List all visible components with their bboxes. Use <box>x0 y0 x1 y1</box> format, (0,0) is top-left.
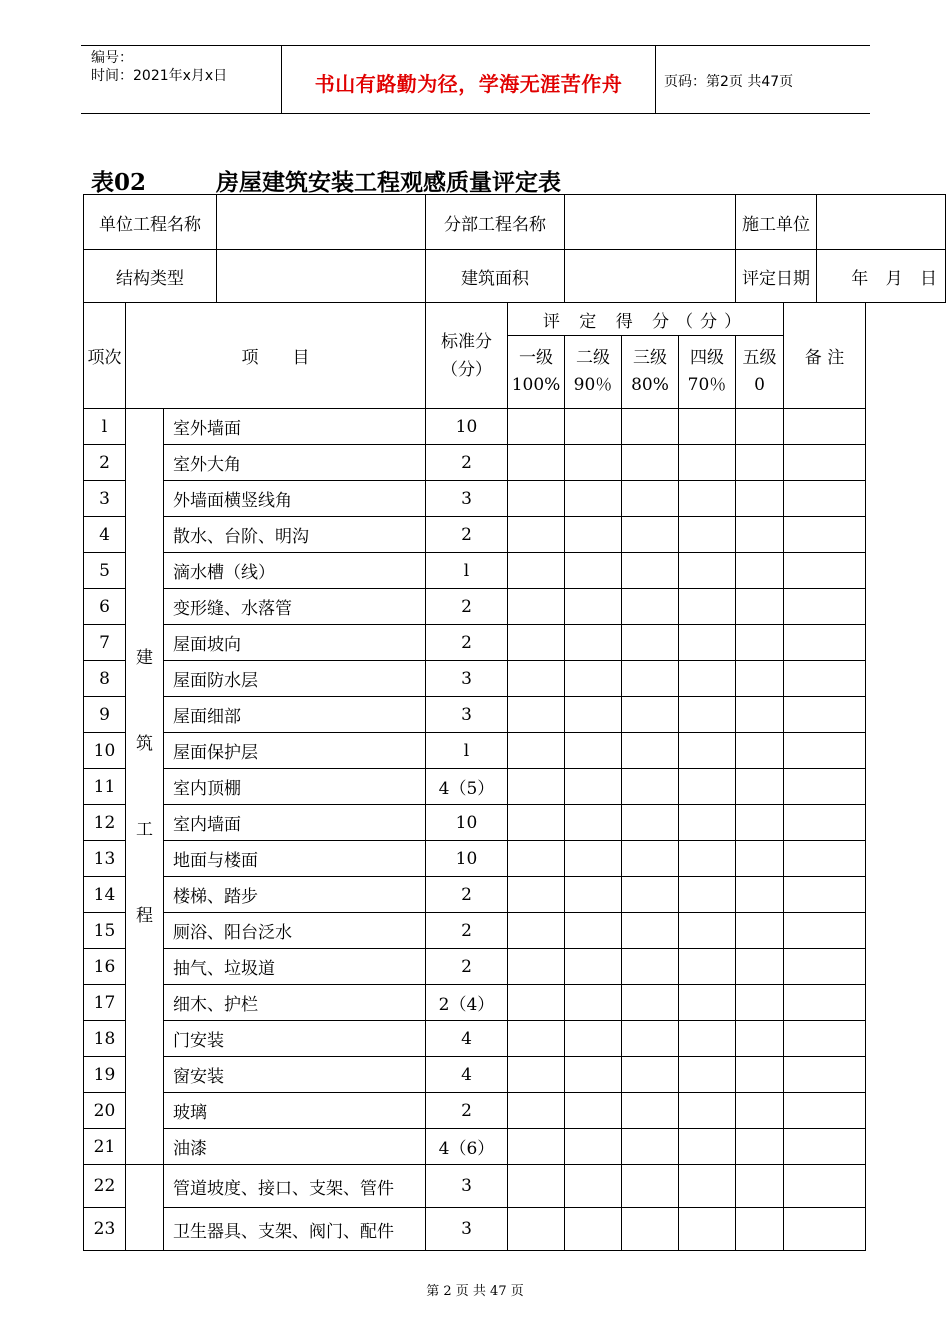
grade-header-3 <box>622 336 679 409</box>
grade-score-cell-1[interactable] <box>508 445 565 481</box>
grade-score-cell-4[interactable] <box>679 589 736 625</box>
remark-cell[interactable] <box>784 1208 866 1251</box>
grade-score-cell-1[interactable] <box>508 841 565 877</box>
grade-score-cell-5[interactable] <box>736 1208 784 1251</box>
table-row <box>84 985 946 1021</box>
grade-score-cell-2[interactable] <box>565 769 622 805</box>
row-number: 5 <box>84 553 126 589</box>
table-row <box>84 1021 946 1057</box>
grade-score-cell-3[interactable] <box>622 1021 679 1057</box>
grade-score-cell-5[interactable] <box>736 553 784 589</box>
grade-score-cell-5[interactable] <box>736 841 784 877</box>
item-name: 油漆 <box>164 1129 426 1165</box>
grade-score-cell-5[interactable] <box>736 409 784 445</box>
table-row <box>84 445 946 481</box>
item-name: 楼梯、踏步 <box>164 877 426 913</box>
item-name: 抽气、垃圾道 <box>164 949 426 985</box>
grade-score-cell-2[interactable] <box>565 913 622 949</box>
item-name: 室内顶棚 <box>164 769 426 805</box>
grade-score-cell-1[interactable] <box>508 1021 565 1057</box>
grade-score-cell-3[interactable] <box>622 409 679 445</box>
area-label: 建筑面积 <box>426 250 565 303</box>
table-row <box>84 1165 946 1208</box>
grade-score-cell-5[interactable] <box>736 1057 784 1093</box>
grade-score-cell-2[interactable] <box>565 877 622 913</box>
serial-label: 编号： <box>91 50 133 66</box>
grade-score-cell-4[interactable] <box>679 733 736 769</box>
item-name: 卫生器具、支架、阀门、配件 <box>164 1208 426 1251</box>
row-number: 15 <box>84 913 126 949</box>
grade-score-cell-1[interactable] <box>508 985 565 1021</box>
grade-score-cell-5[interactable] <box>736 913 784 949</box>
grade-score-cell-5[interactable] <box>736 877 784 913</box>
remark-cell[interactable] <box>784 733 866 769</box>
grade-score-cell-5[interactable] <box>736 805 784 841</box>
grade-score-cell-4[interactable] <box>679 877 736 913</box>
grade-score-cell-3[interactable] <box>622 877 679 913</box>
grade-score-cell-1[interactable] <box>508 589 565 625</box>
row-number: 6 <box>84 589 126 625</box>
evaluation-table <box>83 194 946 1251</box>
grade-percent: 70％ <box>687 375 727 395</box>
standard-score: 3 <box>426 1208 508 1251</box>
grade-score-cell-3[interactable] <box>622 625 679 661</box>
remark-cell[interactable] <box>784 841 866 877</box>
remark-cell[interactable] <box>784 877 866 913</box>
form-title: 房屋建筑安装工程观感质量评定表 <box>216 169 561 196</box>
grade-score-cell-2[interactable] <box>565 553 622 589</box>
table-row <box>84 553 946 589</box>
category-char: 筑 <box>136 733 153 754</box>
remark-cell[interactable] <box>784 1057 866 1093</box>
grade-score-cell-1[interactable] <box>508 517 565 553</box>
grade-name: 一级 <box>519 348 553 368</box>
category-char: 建 <box>136 647 153 668</box>
grade-score-cell-3[interactable] <box>622 481 679 517</box>
grade-score-cell-1[interactable] <box>508 409 565 445</box>
grade-score-cell-5[interactable] <box>736 589 784 625</box>
item-name: 细木、护栏 <box>164 985 426 1021</box>
row-number: 4 <box>84 517 126 553</box>
table-row <box>84 1093 946 1129</box>
table-row <box>84 733 946 769</box>
grade-score-cell-3[interactable] <box>622 661 679 697</box>
grade-score-cell-2[interactable] <box>565 1129 622 1165</box>
row-number: 14 <box>84 877 126 913</box>
grade-score-cell-1[interactable] <box>508 661 565 697</box>
grade-score-cell-5[interactable] <box>736 769 784 805</box>
grade-score-cell-1[interactable] <box>508 733 565 769</box>
row-number: 7 <box>84 625 126 661</box>
grade-score-cell-2[interactable] <box>565 625 622 661</box>
grade-score-cell-5[interactable] <box>736 517 784 553</box>
item-name: 厕浴、阳台泛水 <box>164 913 426 949</box>
grade-score-cell-2[interactable] <box>565 481 622 517</box>
table-row <box>84 661 946 697</box>
contractor-label: 施工单位 <box>736 195 817 250</box>
item-header: 项 目 <box>126 303 426 409</box>
grade-score-cell-3[interactable] <box>622 517 679 553</box>
table-row <box>84 1057 946 1093</box>
row-number: 12 <box>84 805 126 841</box>
date-value: 年 月 日 <box>817 250 946 303</box>
remark-cell[interactable] <box>784 985 866 1021</box>
grade-score-cell-2[interactable] <box>565 949 622 985</box>
header-meta-cell <box>81 46 282 113</box>
category-char: 程 <box>136 905 153 926</box>
remark-cell[interactable] <box>784 409 866 445</box>
date-label: 评定日期 <box>736 250 817 303</box>
grade-score-cell-2[interactable] <box>565 445 622 481</box>
grade-score-cell-3[interactable] <box>622 769 679 805</box>
standard-score: 4（6） <box>426 1129 508 1165</box>
category-building-works <box>126 409 164 1165</box>
table-row <box>84 769 946 805</box>
info-row-1 <box>84 195 946 250</box>
item-name: 屋面防水层 <box>164 661 426 697</box>
table-row <box>84 877 946 913</box>
grade-score-cell-5[interactable] <box>736 1021 784 1057</box>
standard-score: 2 <box>426 1093 508 1129</box>
row-number: 11 <box>84 769 126 805</box>
grade-score-cell-1[interactable] <box>508 1129 565 1165</box>
grade-name: 二级 <box>576 348 610 368</box>
grade-score-cell-3[interactable] <box>622 949 679 985</box>
grade-score-cell-3[interactable] <box>622 1057 679 1093</box>
seq-header: 项次 <box>84 303 126 409</box>
row-number: 16 <box>84 949 126 985</box>
grade-score-cell-3[interactable] <box>622 913 679 949</box>
document-header <box>81 45 870 114</box>
item-name: 管道坡度、接口、支架、管件 <box>164 1165 426 1208</box>
grade-score-cell-4[interactable] <box>679 409 736 445</box>
page-label: 页码：第2页 共47页 <box>664 74 794 90</box>
page-footer: 第 2 页 共 47 页 <box>426 1284 524 1299</box>
remark-cell[interactable] <box>784 445 866 481</box>
grade-score-cell-1[interactable] <box>508 805 565 841</box>
table-row <box>84 625 946 661</box>
grade-score-cell-4[interactable] <box>679 805 736 841</box>
row-number: 3 <box>84 481 126 517</box>
standard-score: 2 <box>426 913 508 949</box>
grade-score-cell-1[interactable] <box>508 697 565 733</box>
grade-score-cell-4[interactable] <box>679 697 736 733</box>
table-row <box>84 841 946 877</box>
item-name: 屋面保护层 <box>164 733 426 769</box>
grade-score-cell-1[interactable] <box>508 949 565 985</box>
standard-score: 2 <box>426 949 508 985</box>
grade-score-cell-4[interactable] <box>679 553 736 589</box>
grade-name: 五级 <box>742 348 777 368</box>
info-row-2 <box>84 250 946 303</box>
remark-cell[interactable] <box>784 661 866 697</box>
sub-project-label: 分部工程名称 <box>426 195 565 250</box>
row-number: 9 <box>84 697 126 733</box>
grade-score-cell-3[interactable] <box>622 1129 679 1165</box>
grade-score-cell-1[interactable] <box>508 1208 565 1251</box>
remark-cell[interactable] <box>784 1093 866 1129</box>
grade-score-cell-5[interactable] <box>736 949 784 985</box>
grade-header-1 <box>508 336 565 409</box>
sub-project-value <box>565 195 736 250</box>
standard-score: 2 <box>426 589 508 625</box>
grade-score-cell-1[interactable] <box>508 913 565 949</box>
grade-score-cell-2[interactable] <box>565 589 622 625</box>
remark-cell[interactable] <box>784 481 866 517</box>
grade-score-cell-4[interactable] <box>679 481 736 517</box>
remark-cell[interactable] <box>784 589 866 625</box>
grade-header-5 <box>736 336 784 409</box>
remark-cell[interactable] <box>784 697 866 733</box>
standard-score: 3 <box>426 661 508 697</box>
grade-score-cell-1[interactable] <box>508 1057 565 1093</box>
grade-score-cell-1[interactable] <box>508 1165 565 1208</box>
grade-score-cell-2[interactable] <box>565 985 622 1021</box>
row-number: 23 <box>84 1208 126 1251</box>
grade-score-cell-1[interactable] <box>508 1093 565 1129</box>
grade-score-cell-1[interactable] <box>508 877 565 913</box>
category-char: 工 <box>136 819 153 840</box>
item-name: 玻璃 <box>164 1093 426 1129</box>
item-name: 地面与楼面 <box>164 841 426 877</box>
row-number: 20 <box>84 1093 126 1129</box>
grade-score-cell-4[interactable] <box>679 1208 736 1251</box>
score-group-header: 评 定 得 分（分） <box>508 303 784 336</box>
grade-score-cell-4[interactable] <box>679 769 736 805</box>
grade-header-4 <box>679 336 736 409</box>
grade-percent: 90％ <box>573 375 613 395</box>
grade-score-cell-1[interactable] <box>508 625 565 661</box>
table-row <box>84 517 946 553</box>
grade-score-cell-5[interactable] <box>736 733 784 769</box>
remark-cell[interactable] <box>784 805 866 841</box>
grade-score-cell-3[interactable] <box>622 697 679 733</box>
table-row <box>84 589 946 625</box>
standard-score: 2 <box>426 445 508 481</box>
grade-score-cell-5[interactable] <box>736 1129 784 1165</box>
column-header-row-1 <box>84 303 946 336</box>
remark-cell[interactable] <box>784 517 866 553</box>
standard-score: l <box>426 733 508 769</box>
standard-score: 3 <box>426 1165 508 1208</box>
structure-label: 结构类型 <box>84 250 217 303</box>
row-number: 21 <box>84 1129 126 1165</box>
structure-value <box>217 250 426 303</box>
grade-score-cell-2[interactable] <box>565 1165 622 1208</box>
table-row <box>84 1129 946 1165</box>
grade-score-cell-4[interactable] <box>679 841 736 877</box>
item-name: 室内墙面 <box>164 805 426 841</box>
grade-score-cell-4[interactable] <box>679 949 736 985</box>
standard-score: 4（5） <box>426 769 508 805</box>
header-page-cell <box>656 46 870 113</box>
grade-score-cell-2[interactable] <box>565 409 622 445</box>
grade-score-cell-5[interactable] <box>736 661 784 697</box>
std-score-label: 标准分 <box>441 331 492 352</box>
grade-percent: 100% <box>511 375 561 395</box>
remark-header: 备 注 <box>784 303 866 409</box>
grade-score-cell-3[interactable] <box>622 805 679 841</box>
remark-cell[interactable] <box>784 913 866 949</box>
grade-name: 三级 <box>633 348 667 368</box>
table-row <box>84 805 946 841</box>
row-number: 19 <box>84 1057 126 1093</box>
grade-score-cell-3[interactable] <box>622 1093 679 1129</box>
standard-score: 2 <box>426 517 508 553</box>
row-number: 18 <box>84 1021 126 1057</box>
row-number: 10 <box>84 733 126 769</box>
grade-score-cell-5[interactable] <box>736 697 784 733</box>
grade-score-cell-2[interactable] <box>565 733 622 769</box>
row-number: 8 <box>84 661 126 697</box>
grade-percent: 0 <box>754 375 765 395</box>
grade-score-cell-4[interactable] <box>679 1093 736 1129</box>
standard-score: 2 <box>426 877 508 913</box>
grade-score-cell-4[interactable] <box>679 517 736 553</box>
row-number: 2 <box>84 445 126 481</box>
remark-cell[interactable] <box>784 1021 866 1057</box>
item-name: 门安装 <box>164 1021 426 1057</box>
grade-score-cell-5[interactable] <box>736 445 784 481</box>
grade-score-cell-2[interactable] <box>565 1057 622 1093</box>
grade-header-2 <box>565 336 622 409</box>
grade-score-cell-4[interactable] <box>679 445 736 481</box>
standard-score: l <box>426 553 508 589</box>
grade-score-cell-4[interactable] <box>679 625 736 661</box>
remark-cell[interactable] <box>784 625 866 661</box>
contractor-value <box>817 195 946 250</box>
form-code: 表02 <box>91 169 147 196</box>
grade-score-cell-2[interactable] <box>565 697 622 733</box>
grade-score-cell-1[interactable] <box>508 553 565 589</box>
grade-percent: 80% <box>631 375 669 395</box>
remark-cell[interactable] <box>784 1165 866 1208</box>
table-row <box>84 409 946 445</box>
item-name: 变形缝、水落管 <box>164 589 426 625</box>
table-row <box>84 1208 946 1251</box>
grade-score-cell-3[interactable] <box>622 1208 679 1251</box>
grade-score-cell-5[interactable] <box>736 985 784 1021</box>
row-number: l <box>84 409 126 445</box>
grade-score-cell-3[interactable] <box>622 553 679 589</box>
grade-score-cell-5[interactable] <box>736 1093 784 1129</box>
area-value <box>565 250 736 303</box>
table-row <box>84 481 946 517</box>
remark-cell[interactable] <box>784 949 866 985</box>
item-name: 外墙面横竖线角 <box>164 481 426 517</box>
remark-cell[interactable] <box>784 553 866 589</box>
standard-score: 10 <box>426 841 508 877</box>
item-name: 室外大角 <box>164 445 426 481</box>
table-row <box>84 949 946 985</box>
row-number: 17 <box>84 985 126 1021</box>
standard-score: 10 <box>426 805 508 841</box>
grade-score-cell-2[interactable] <box>565 841 622 877</box>
standard-score: 3 <box>426 481 508 517</box>
grade-score-cell-2[interactable] <box>565 1021 622 1057</box>
standard-score: 4 <box>426 1057 508 1093</box>
grade-score-cell-1[interactable] <box>508 481 565 517</box>
row-number: 22 <box>84 1165 126 1208</box>
grade-name: 四级 <box>690 348 724 368</box>
remark-cell[interactable] <box>784 769 866 805</box>
time-label: 时间：2021年x月x日 <box>91 68 228 84</box>
grade-score-cell-3[interactable] <box>622 1165 679 1208</box>
unit-project-label: 单位工程名称 <box>84 195 217 250</box>
grade-score-cell-4[interactable] <box>679 1165 736 1208</box>
unit-project-value <box>217 195 426 250</box>
standard-score: 10 <box>426 409 508 445</box>
header-motto-cell <box>282 46 656 113</box>
item-name: 屋面坡向 <box>164 625 426 661</box>
grade-score-cell-1[interactable] <box>508 769 565 805</box>
item-name: 窗安装 <box>164 1057 426 1093</box>
item-name: 室外墙面 <box>164 409 426 445</box>
item-name: 屋面细部 <box>164 697 426 733</box>
standard-score: 4 <box>426 1021 508 1057</box>
motto: 书山有路勤为径，学海无涯苦作舟 <box>314 72 623 96</box>
standard-score: 3 <box>426 697 508 733</box>
grade-score-cell-3[interactable] <box>622 985 679 1021</box>
table-row <box>84 697 946 733</box>
grade-score-cell-3[interactable] <box>622 445 679 481</box>
grade-score-cell-2[interactable] <box>565 661 622 697</box>
table-row <box>84 913 946 949</box>
standard-score: 2（4） <box>426 985 508 1021</box>
grade-score-cell-4[interactable] <box>679 1129 736 1165</box>
grade-score-cell-4[interactable] <box>679 661 736 697</box>
grade-score-cell-3[interactable] <box>622 589 679 625</box>
grade-score-cell-2[interactable] <box>565 1093 622 1129</box>
grade-score-cell-4[interactable] <box>679 985 736 1021</box>
item-name: 滴水槽（线） <box>164 553 426 589</box>
standard-score: 2 <box>426 625 508 661</box>
grade-score-cell-4[interactable] <box>679 1021 736 1057</box>
std-score-header <box>426 303 508 409</box>
row-number: 13 <box>84 841 126 877</box>
std-score-unit: （分） <box>441 359 492 380</box>
item-name: 散水、台阶、明沟 <box>164 517 426 553</box>
category-installation-works <box>126 1165 164 1251</box>
grade-score-cell-5[interactable] <box>736 481 784 517</box>
grade-score-cell-5[interactable] <box>736 1165 784 1208</box>
grade-score-cell-2[interactable] <box>565 805 622 841</box>
grade-score-cell-3[interactable] <box>622 733 679 769</box>
grade-score-cell-3[interactable] <box>622 841 679 877</box>
grade-score-cell-2[interactable] <box>565 1208 622 1251</box>
remark-cell[interactable] <box>784 1129 866 1165</box>
grade-score-cell-5[interactable] <box>736 625 784 661</box>
grade-score-cell-2[interactable] <box>565 517 622 553</box>
grade-score-cell-4[interactable] <box>679 1057 736 1093</box>
grade-score-cell-4[interactable] <box>679 913 736 949</box>
